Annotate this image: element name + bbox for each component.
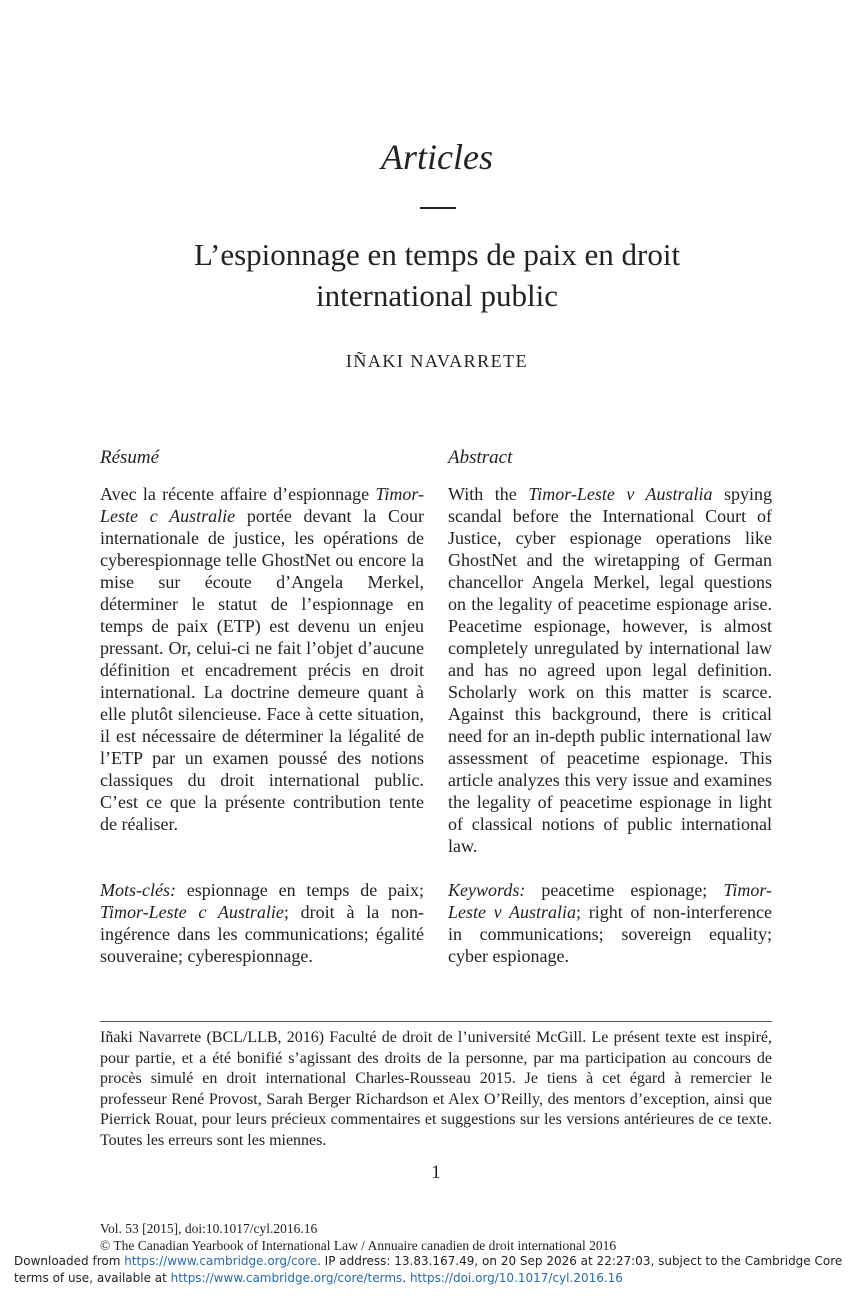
doi-link[interactable]: https://doi.org/10.1017/cyl.2016.16 — [409, 1271, 623, 1285]
article-title — [120, 234, 754, 316]
resume-text-rest: portée devant la Cour internationale de justice, les opérations de cyberespionnage telle GhostNet ou encore la mise sur écoute d’Angela Merkel, déterminer le statut de l’espionnage en temps de paix (ETP) est devenu un enjeu pressant. Or, celui-ci ne fait l’objet d’aucune définition et encadrement précis en droit international. La doctrine demeure quant à elle plutôt silencieuse. Face à cette situation, il est nécessaire de déterminer la légalité de l’ETP par un examen poussé des notions classiques du droit international public. C’est ce que la présente contribution tente de réaliser. — [100, 506, 424, 834]
resume-paragraph — [100, 483, 424, 835]
copyright-line: © The Canadian Yearbook of International Law / Annuaire canadien de droit international 2016 — [100, 1238, 617, 1253]
cambridge-core-link[interactable]: https://www.cambridge.org/core — [124, 1254, 318, 1268]
section-title: Articles — [381, 137, 493, 177]
author-footnote: Iñaki Navarrete (BCL/LLB, 2016) Faculté de droit de l’université McGill. Le présent texte est inspiré, pour partie, et a été bonifié s’agissant des droits de la personne, par ma participation au concours de procès simulé en droit international Charles-Rousseau 2015. Je tiens à cet égard à remercier le professeur René Provost, Sarah Berger Richardson et Alex O’Reilly, des mentors d’exception, ainsi que Pierrick Rouat, pour leurs précieux commentaires et suggestions sur les versions antérieures de ce texte. Toutes les erreurs sont les miennes. — [100, 1029, 772, 1149]
resume-keywords-start: espionnage en temps de paix; — [175, 880, 424, 900]
title-divider — [420, 207, 456, 209]
abstract-keywords-rest: ; right of non-interference in communications; sovereign equality; cyber espionage. — [448, 902, 772, 966]
volume-citation: Vol. 53 [2015], doi:10.1017/cyl.2016.16 — [100, 1221, 318, 1236]
download-text-2: . IP address: 13.83.167.49, on 20 Sep 2026 at 22:27:03, subject to the Cambridge Core terms of use, available at — [14, 1254, 843, 1285]
page-number: 1 — [431, 1162, 441, 1183]
download-text-3: . — [402, 1271, 410, 1285]
abstract-text-rest: spying scandal before the International Court of Justice, cyber espionage operations like GhostNet and the wiretapping of German chancellor Angela Merkel, legal questions on the legality of peacetime espionage arise. Peacetime espionage, however, is almost completely unregulated by international law and has no agreed upon legal definition. Scholarly work on this matter is scarce. Against this background, there is critical need for an in-depth public international law assessment of peacetime espionage. This article analyzes this very issue and examines the legality of peacetime espionage in light of classical notions of public international law. — [448, 484, 772, 856]
abstract-keywords-label: Keywords: — [448, 880, 526, 900]
download-notice — [14, 1253, 854, 1287]
resume-keywords — [100, 879, 424, 967]
resume-keywords-label: Mots-clés: — [100, 880, 176, 900]
abstract-heading: Abstract — [448, 447, 513, 468]
resume-heading: Résumé — [100, 447, 160, 468]
resume-keywords-case: Timor-Leste c Australie — [100, 902, 284, 922]
article-title-line1: L’espionnage en temps de paix en droit — [193, 237, 681, 272]
article-title-line2: international public — [316, 278, 558, 313]
abstract-keywords-start: peacetime espionage; — [525, 880, 724, 900]
resume-keywords-rest: ; droit à la non-ingérence dans les communications; égalité souveraine; cyberespionnage. — [100, 902, 424, 966]
terms-link[interactable]: https://www.cambridge.org/core/terms — [170, 1271, 403, 1285]
author-name: IÑAKI NAVARRETE — [345, 351, 529, 371]
abstract-text-start: With the — [448, 484, 529, 504]
resume-case-name: Timor-Leste c Australie — [100, 484, 424, 526]
abstract-paragraph — [448, 483, 772, 857]
abstract-keywords — [448, 879, 772, 967]
footnote-divider — [100, 1021, 772, 1022]
abstract-keywords-case: Timor-Leste v Australia — [448, 880, 772, 922]
abstract-case-name: Timor-Leste v Australia — [528, 484, 713, 504]
resume-text-start: Avec la récente affaire d’espionnage — [100, 484, 376, 504]
download-text-1: Downloaded from — [14, 1254, 125, 1268]
